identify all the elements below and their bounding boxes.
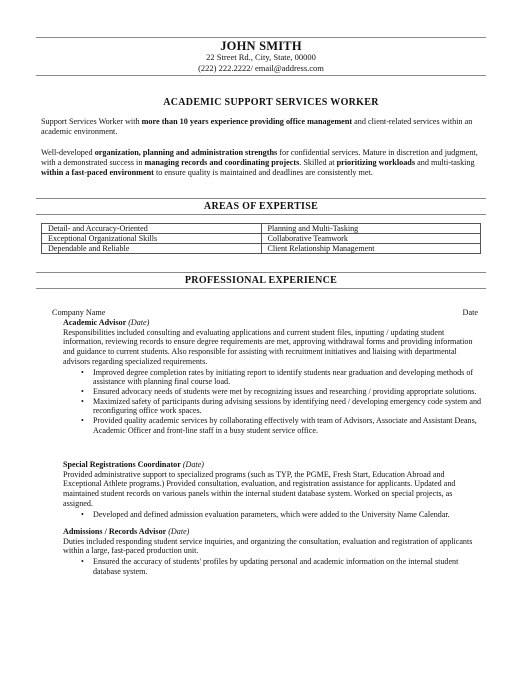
expertise-top-rule — [36, 198, 486, 199]
bullet-item: • Provided quality academic services by collaborating effectively with team of Advisors, Associate and Assistant Deans, Academic Officer and front-line staff in a busy student service office. — [63, 416, 483, 435]
skill-cell: Planning and Multi-Tasking — [261, 224, 481, 234]
job-title: Special Registrations Coordinator (Date) — [63, 460, 204, 469]
contact-line: (222) 222.2222/ email@address.com — [198, 63, 324, 73]
experience-top-rule — [36, 272, 486, 273]
expertise-table — [41, 223, 481, 254]
bullet-item: • Ensured advocacy needs of students were met by recognizing issues and researching / providing appropriate solutions. — [63, 387, 483, 397]
job-bullets — [63, 510, 483, 520]
expertise-row — [42, 234, 481, 244]
job-admissions-records-advisor — [63, 527, 483, 577]
bullet-item: • Improved degree completion rates by initiating report to identify students near graduation and developing methods of assistance with planning final course load. — [63, 368, 483, 387]
top-rule — [36, 37, 486, 38]
job-special-registrations-coordinator — [63, 460, 483, 519]
expertise-row — [42, 244, 481, 254]
experience-title: PROFESSIONAL EXPERIENCE — [184, 275, 338, 286]
summary-paragraph-1: Support Services Worker with more than 10 years experience providing office management and client-related services within an academic environment. — [41, 117, 473, 136]
expertise-bottom-rule — [36, 214, 486, 215]
header-rule — [36, 75, 486, 76]
skill-cell: Exceptional Organizational Skills — [42, 234, 262, 244]
bullet-item: • Maximized safety of participants during advising sessions by identifying need / developing emergency code system and reconfiguring office work spaces. — [63, 397, 483, 416]
job-bullets — [63, 557, 483, 576]
expertise-row — [42, 224, 481, 234]
company-row — [52, 308, 478, 318]
experience-bottom-rule — [36, 288, 486, 289]
expertise-title: AREAS OF EXPERTISE — [203, 201, 319, 212]
company-name: Company Name — [52, 308, 106, 317]
summary-paragraph-2: Well-developed organization, planning and administration strengths for confidential services. Mature in discretion and judgment, with a demonstrated success in managing records and coordinating projects. Skilled at prioritizing workloads and multi-tasking within a fast-paced environment to ensure quality is maintained and deadlines are consistently met. — [41, 148, 478, 177]
job-title: Academic Advisor (Date) — [63, 318, 150, 327]
bullet-item: • Developed and defined admission evaluation parameters, which were added to the University Name Calendar. — [63, 510, 483, 520]
skill-cell: Client Relationship Management — [261, 244, 481, 254]
skill-cell: Dependable and Reliable — [42, 244, 262, 254]
objective-title: ACADEMIC SUPPORT SERVICES WORKER — [163, 97, 379, 108]
skill-cell: Collaborative Teamwork — [261, 234, 481, 244]
job-title: Admissions / Records Advisor (Date) — [63, 527, 190, 536]
candidate-name: JOHN SMITH — [220, 39, 302, 53]
job-description: Duties included responding student service inquiries, and organizing the consultation, evaluation and registration of applicants within a large, fast-paced production unit. — [63, 536, 473, 556]
bullet-item: • Ensured the accuracy of students' profiles by updating personal and academic information on the internal student database system. — [63, 557, 483, 576]
job-description: Provided administrative support to specialized programs (such as TYP, the PGME, Fresh Start, Education Abroad and Exceptional Athlete programs.) Provided consultation, evaluation, and registration assistance for applicants. Updated and maintained student records on various panels within the internal student database system. Worked on special projects, as assigned. — [63, 469, 456, 508]
skill-cell: Detail- and Accuracy-Oriented — [42, 224, 262, 234]
job-description: Responsibilities included consulting and evaluating applications and current student files, inputting / updating student information, reviewing records to ensure degree requirements are met, approving withdrawal forms and providing information and guidance to current students. Also responsible for assisting with recruitment initiatives and liaising with departmental advisors regarding specialized requirements. — [63, 327, 473, 366]
address-line: 22 Street Rd., City, State, 00000 — [206, 52, 316, 62]
job-academic-advisor — [63, 318, 483, 435]
job-bullets — [63, 368, 483, 436]
company-date: Date — [462, 308, 478, 317]
